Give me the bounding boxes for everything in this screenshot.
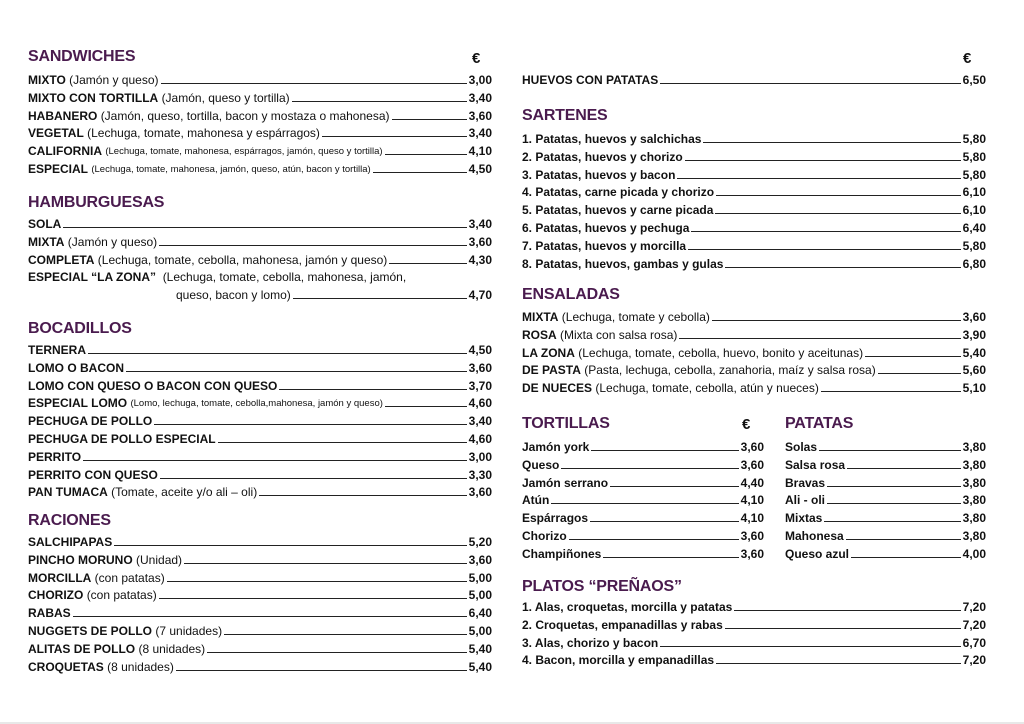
leader-line [167, 581, 467, 582]
leader-line [73, 616, 467, 617]
item-description: (Lechuga, tomate, mahonesa, jamón, queso, atún, bacon y tortilla) [91, 164, 371, 175]
item-name: NUGGETS DE POLLO [28, 624, 153, 638]
item-name: CALIFORNIA [28, 144, 102, 159]
bocadillo-item [28, 358, 492, 375]
item-price: 6,70 [962, 635, 986, 650]
leader-line [207, 652, 466, 653]
ensalada-item [522, 360, 986, 377]
item-price: 4,60 [468, 432, 492, 446]
item-name: ROSA [522, 327, 557, 342]
sarten-item [522, 165, 986, 182]
leader-line [392, 119, 467, 120]
leader-line [279, 389, 466, 390]
item-price: 3,00 [468, 449, 492, 464]
tortilla-item [522, 544, 764, 561]
item-name: DE NUECES [522, 381, 593, 396]
item-name: ESPECIAL [28, 162, 89, 176]
item-name: PECHUGA DE POLLO ESPECIAL [28, 432, 216, 446]
racion-item [28, 585, 492, 602]
leader-line [847, 468, 961, 469]
item-name: VEGETAL [28, 126, 84, 141]
leader-line [322, 136, 467, 137]
item-description: (Lechuga, tomate, cebolla, atún y nueces) [595, 381, 819, 396]
item-price: 6,40 [962, 221, 986, 235]
leader-line [561, 468, 738, 469]
leader-line [677, 178, 960, 179]
leader-line [389, 263, 466, 264]
item-price: 3,80 [962, 529, 986, 543]
leader-line [851, 557, 961, 558]
item-name: Atún [522, 493, 550, 508]
item-name: HUEVOS CON PATATAS [522, 73, 659, 87]
leader-line [685, 160, 961, 161]
leader-line [603, 557, 738, 558]
item-price: 6,10 [962, 185, 986, 200]
leader-line [176, 670, 467, 671]
item-price: 4,60 [468, 396, 492, 411]
leader-line [691, 231, 960, 232]
item-name: Espárragos [522, 511, 589, 526]
item-name: PAN TUMACA [28, 485, 108, 500]
item-name: Mahonesa [785, 529, 844, 543]
item-price: 5,00 [468, 624, 492, 638]
plato-item [522, 633, 986, 650]
bocadillo-item [28, 429, 492, 446]
leader-line [725, 267, 960, 268]
leader-line [734, 610, 960, 611]
leader-line [114, 545, 466, 546]
leader-line [660, 646, 960, 647]
item-description: (Lechuga, tomate, mahonesa, espárragos, jamón, queso y tortilla) [105, 146, 383, 158]
leader-line [824, 521, 960, 522]
leader-line [63, 227, 466, 228]
patata-item [785, 544, 986, 561]
leader-line [551, 503, 738, 504]
item-name: LOMO CON QUESO O BACON CON QUESO [28, 378, 278, 393]
plato-item [522, 615, 986, 632]
item-description: (Lechuga, tomate, cebolla, mahonesa, jamón, [162, 270, 407, 285]
item-price: 3,60 [468, 108, 492, 123]
sandwich-item [28, 123, 492, 140]
item-price: 5,40 [962, 345, 986, 360]
item-price: 4,40 [740, 475, 764, 490]
item-price: 3,80 [962, 511, 986, 526]
item-name: LA ZONA [522, 345, 575, 360]
item-description: (Jamón, queso, tortilla, bacon y mostaza o mahonesa) [100, 108, 390, 123]
item-price: 3,80 [962, 493, 986, 508]
item-price: 4,50 [468, 343, 492, 357]
sandwich-item [28, 70, 492, 87]
item-name: 5. Patatas, huevos y carne picada [522, 203, 714, 218]
item-description: (Pasta, lechuga, cebolla, zanahoria, maíz y salsa rosa) [584, 363, 876, 378]
item-description: (con patatas) [86, 588, 157, 603]
item-price: 3,40 [468, 217, 492, 231]
leader-line [154, 424, 466, 425]
ensalada-item [522, 325, 986, 342]
item-price: 4,10 [740, 493, 764, 508]
item-name: 6. Patatas, huevos y pechuga [522, 221, 690, 235]
leader-line [292, 101, 467, 102]
item-price: 3,70 [468, 378, 492, 393]
item-price: 4,10 [468, 144, 492, 159]
item-description: (Unidad) [136, 552, 183, 567]
item-name: ESPECIAL LOMO [28, 396, 128, 411]
item-price: 3,30 [468, 467, 492, 482]
section-title-hamburguesas: HAMBURGUESAS [28, 194, 165, 211]
item-description: (8 unidades) [107, 659, 174, 674]
item-price: 7,20 [962, 600, 986, 614]
ensalada-item [522, 343, 986, 360]
leader-line [259, 495, 466, 496]
leader-line [591, 450, 738, 451]
leader-line [159, 245, 466, 246]
item-price: 5,80 [962, 149, 986, 164]
item-price: 3,80 [962, 475, 986, 490]
leader-line [878, 373, 961, 374]
sarten-item [522, 129, 986, 146]
leader-line [712, 320, 961, 321]
item-price: 4,50 [468, 162, 492, 176]
tortilla-item [522, 455, 764, 472]
item-price: 3,80 [962, 440, 986, 454]
hamburger-special-row-cont [176, 285, 492, 302]
item-name: ALITAS DE POLLO [28, 641, 136, 656]
item-description: (7 unidades) [155, 624, 223, 638]
ensalada-item [522, 378, 986, 395]
leader-line [126, 371, 467, 372]
item-name: TERNERA [28, 343, 87, 357]
item-name: MIXTO [28, 73, 66, 87]
item-price: 4,10 [740, 511, 764, 526]
bocadillo-item [28, 411, 492, 428]
tortilla-item [522, 437, 764, 454]
sarten-item [522, 236, 986, 253]
item-price: 5,40 [468, 659, 492, 674]
item-price: 5,00 [468, 570, 492, 585]
item-price: 3,90 [962, 327, 986, 342]
item-name: 7. Patatas, huevos y morcilla [522, 238, 687, 253]
sandwich-item [28, 88, 492, 105]
item-price: 7,20 [962, 617, 986, 632]
tortilla-item [522, 490, 764, 507]
leader-line [590, 521, 739, 522]
tortilla-item [522, 473, 764, 490]
leader-line [827, 486, 961, 487]
item-name: 4. Bacon, morcilla y empanadillas [522, 653, 715, 668]
leader-line [385, 154, 467, 155]
item-price: 6,10 [962, 203, 986, 218]
section-title-platos-prenaos: PLATOS “PREÑAOS” [522, 578, 682, 595]
item-name: HABANERO [28, 108, 98, 123]
sarten-item [522, 147, 986, 164]
item-name: 1. Alas, croquetas, morcilla y patatas [522, 600, 733, 614]
plato-item [522, 650, 986, 667]
item-name: SOLA [28, 217, 62, 231]
item-description: (Lechuga, tomate, mahonesa y espárragos) [87, 126, 320, 141]
item-price: 5,60 [962, 363, 986, 378]
tortilla-item [522, 508, 764, 525]
item-price: 5,80 [962, 238, 986, 253]
leader-line [716, 195, 961, 196]
item-price: 5,10 [962, 381, 986, 396]
leader-line [703, 142, 960, 143]
item-price: 3,60 [962, 310, 986, 324]
bocadillo-item [28, 482, 492, 499]
racion-item [28, 532, 492, 549]
item-description: (Lechuga, tomate y cebolla) [561, 310, 710, 324]
section-title-patatas: PATATAS [785, 415, 854, 432]
leader-line [569, 539, 739, 540]
leader-line [161, 83, 467, 84]
leader-line [224, 634, 467, 635]
leader-line [725, 628, 961, 629]
item-name: Jamón serrano [522, 475, 609, 490]
item-name: Bravas [785, 475, 826, 490]
item-name: LOMO O BACON [28, 360, 124, 375]
item-description: (Lomo, lechuga, tomate, cebolla,mahonesa, jamón y queso) [130, 398, 383, 410]
item-name: 1. Patatas, huevos y salchichas [522, 132, 702, 146]
hamburger-special-row [28, 267, 492, 284]
section-title-bocadillos: BOCADILLOS [28, 320, 132, 337]
currency-header-left: € [472, 50, 481, 67]
leader-line [679, 338, 960, 339]
leader-line [865, 356, 961, 357]
leader-line [716, 663, 961, 664]
item-name: Chorizo [522, 529, 567, 543]
item-name: 2. Patatas, huevos y chorizo [522, 149, 683, 164]
section-title-sandwiches: SANDWICHES [28, 48, 136, 65]
item-price: 4,30 [468, 252, 492, 267]
item-description: (8 unidades) [138, 641, 206, 656]
item-price: 3,40 [468, 90, 492, 105]
leader-line [827, 503, 961, 504]
item-name: PERRITO [28, 449, 82, 464]
racion-item [28, 603, 492, 620]
item-name: 8. Patatas, huevos, gambas y gulas [522, 256, 724, 271]
racion-item [28, 568, 492, 585]
item-price: 3,60 [740, 546, 764, 561]
bocadillo-item [28, 447, 492, 464]
item-name: RABAS [28, 606, 71, 621]
item-name: CHORIZO [28, 588, 84, 603]
leader-line [846, 539, 961, 540]
racion-item [28, 657, 492, 674]
section-title-sartenes: SARTENES [522, 107, 608, 124]
hamburger-item [28, 250, 492, 267]
patata-item [785, 490, 986, 507]
patata-item [785, 526, 986, 543]
item-description: queso, bacon y lomo) [176, 288, 291, 303]
item-name: Queso [522, 457, 560, 472]
patata-item [785, 473, 986, 490]
item-description: (Lechuga, tomate, cebolla, mahonesa, jamón y queso) [97, 252, 388, 267]
hamburger-item [28, 214, 492, 231]
currency-header-tortillas: € [742, 416, 751, 433]
leader-line [688, 249, 961, 250]
huevos-con-patatas-row [522, 70, 986, 87]
leader-line [160, 478, 467, 479]
item-price: 3,00 [468, 73, 492, 87]
item-name: PINCHO MORUNO [28, 552, 133, 567]
ensalada-item [522, 307, 986, 324]
item-name: ESPECIAL “LA ZONA” [28, 270, 157, 285]
leader-line [385, 406, 467, 407]
leader-line [218, 442, 467, 443]
leader-line [88, 353, 467, 354]
item-description: (Jamón y queso) [69, 73, 159, 87]
item-price: 3,60 [468, 552, 492, 567]
item-price: 3,60 [468, 234, 492, 249]
leader-line [159, 598, 467, 599]
item-price: 3,40 [468, 126, 492, 141]
item-description: (Lechuga, tomate, cebolla, huevo, bonito y aceitunas) [578, 345, 864, 360]
item-name: 3. Patatas, huevos y bacon [522, 167, 676, 182]
hamburger-item [28, 232, 492, 249]
item-price: 5,40 [468, 641, 492, 656]
item-name: PERRITO CON QUESO [28, 467, 158, 482]
item-price: 6,80 [962, 256, 986, 271]
section-title-ensaladas: ENSALADAS [522, 286, 620, 303]
item-name: DE PASTA [522, 363, 581, 378]
item-description: (Tomate, aceite y/o ali – oli) [111, 485, 258, 500]
leader-line [293, 298, 467, 299]
leader-line [83, 460, 467, 461]
item-name: Jamón york [522, 440, 590, 454]
bocadillo-item [28, 465, 492, 482]
leader-line [715, 213, 960, 214]
plato-item [522, 597, 986, 614]
item-name: Queso azul [785, 546, 850, 561]
item-price: 7,20 [962, 653, 986, 668]
sarten-item [522, 254, 986, 271]
item-price: 6,40 [468, 606, 492, 621]
bocadillo-item [28, 376, 492, 393]
sarten-item [522, 200, 986, 217]
sarten-item [522, 218, 986, 235]
sarten-item [522, 182, 986, 199]
leader-line [819, 450, 961, 451]
item-name: PECHUGA DE POLLO [28, 414, 153, 429]
item-price: 3,80 [962, 457, 986, 472]
item-name: Ali - oli [785, 493, 825, 508]
leader-line [610, 486, 739, 487]
leader-line [821, 391, 961, 392]
section-title-tortillas: TORTILLAS [522, 415, 610, 432]
item-price: 3,60 [468, 360, 492, 375]
leader-line [373, 172, 467, 173]
item-price: 6,50 [962, 73, 986, 87]
item-price: 3,60 [740, 440, 764, 454]
item-name: Mixtas [785, 511, 823, 526]
section-title-raciones: RACIONES [28, 512, 111, 529]
item-price: 4,00 [962, 546, 986, 561]
item-price: 4,70 [468, 288, 492, 303]
bocadillo-item [28, 393, 492, 410]
racion-item [28, 639, 492, 656]
sandwich-item [28, 159, 492, 176]
patata-item [785, 508, 986, 525]
racion-item [28, 621, 492, 638]
tortilla-item [522, 526, 764, 543]
item-description: (Jamón, queso y tortilla) [161, 90, 290, 105]
item-description: (con patatas) [94, 570, 165, 585]
racion-item [28, 550, 492, 567]
item-name: COMPLETA [28, 252, 95, 267]
leader-line [184, 563, 467, 564]
item-name: MORCILLA [28, 570, 92, 585]
item-description: (Mixta con salsa rosa) [560, 327, 678, 342]
item-name: 2. Croquetas, empanadillas y rabas [522, 617, 723, 632]
item-price: 5,20 [468, 535, 492, 549]
item-price: 5,80 [962, 167, 986, 182]
item-name: 3. Alas, chorizo y bacon [522, 635, 659, 650]
item-name: CROQUETAS [28, 659, 104, 674]
item-name: 4. Patatas, carne picada y chorizo [522, 185, 715, 200]
item-name: Salsa rosa [785, 457, 846, 472]
item-name: MIXTA [28, 234, 65, 249]
item-price: 3,60 [468, 485, 492, 500]
item-price: 3,60 [740, 457, 764, 472]
sandwich-item [28, 106, 492, 123]
leader-line [660, 83, 960, 84]
sandwich-item [28, 141, 492, 158]
item-name: MIXTO CON TORTILLA [28, 90, 159, 105]
currency-header-right: € [963, 50, 972, 67]
item-price: 3,60 [740, 529, 764, 543]
item-price: 5,80 [962, 132, 986, 146]
item-description: (Jamón y queso) [67, 234, 158, 249]
patata-item [785, 455, 986, 472]
patata-item [785, 437, 986, 454]
item-name: MIXTA [522, 310, 559, 324]
bocadillo-item [28, 340, 492, 357]
item-name: Solas [785, 440, 818, 454]
item-name: Champiñones [522, 546, 602, 561]
item-price: 5,00 [468, 588, 492, 603]
item-price: 3,40 [468, 414, 492, 429]
item-name: SALCHIPAPAS [28, 535, 113, 549]
